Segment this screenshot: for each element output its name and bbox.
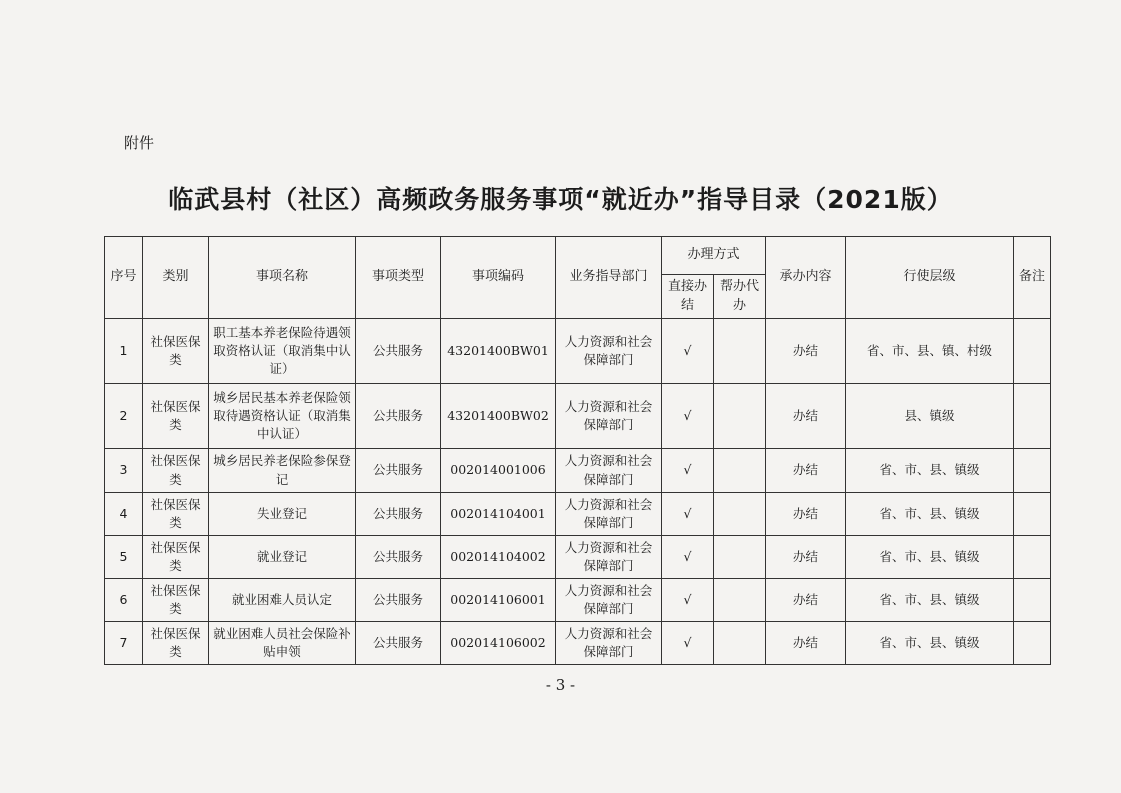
cell-method-direct: √: [662, 579, 714, 622]
table-row: [105, 493, 1051, 536]
header-item-type: 事项类型: [356, 237, 441, 319]
cell-item-code: 002014104001: [441, 493, 556, 536]
cell-department: 人力资源和社会保障部门: [556, 319, 662, 384]
cell-item-name: 就业困难人员认定: [209, 579, 356, 622]
cell-item-code: 43201400BW01: [441, 319, 556, 384]
header-seq: 序号: [105, 237, 143, 319]
cell-item-type: 公共服务: [356, 536, 441, 579]
cell-item-code: 002014104002: [441, 536, 556, 579]
cell-item-code: 002014106001: [441, 579, 556, 622]
cell-method-direct: √: [662, 536, 714, 579]
cell-content: 办结: [766, 536, 846, 579]
header-item-code: 事项编码: [441, 237, 556, 319]
cell-department: 人力资源和社会保障部门: [556, 579, 662, 622]
cell-level: 省、市、县、镇、村级: [846, 319, 1014, 384]
attachment-label: 附件: [124, 134, 155, 152]
cell-level: 省、市、县、镇级: [846, 449, 1014, 493]
cell-category: 社保医保类: [143, 622, 209, 665]
cell-department: 人力资源和社会保障部门: [556, 536, 662, 579]
cell-category: 社保医保类: [143, 579, 209, 622]
cell-seq: 6: [105, 579, 143, 622]
cell-department: 人力资源和社会保障部门: [556, 384, 662, 449]
header-method-proxy: 帮办代办: [714, 275, 766, 319]
header-remark: 备注: [1014, 237, 1051, 319]
cell-method-direct: √: [662, 319, 714, 384]
cell-item-name: 就业登记: [209, 536, 356, 579]
header-category: 类别: [143, 237, 209, 319]
cell-item-name: 城乡居民基本养老保险领取待遇资格认证（取消集中认证）: [209, 384, 356, 449]
cell-content: 办结: [766, 384, 846, 449]
header-method-group: 办理方式: [662, 237, 766, 275]
cell-method-direct: √: [662, 384, 714, 449]
table-row: [105, 384, 1051, 449]
header-department: 业务指导部门: [556, 237, 662, 319]
cell-item-type: 公共服务: [356, 493, 441, 536]
cell-item-name: 就业困难人员社会保险补贴申领: [209, 622, 356, 665]
cell-item-type: 公共服务: [356, 449, 441, 493]
cell-item-name: 失业登记: [209, 493, 356, 536]
cell-level: 省、市、县、镇级: [846, 493, 1014, 536]
cell-seq: 2: [105, 384, 143, 449]
cell-item-code: 002014106002: [441, 622, 556, 665]
cell-department: 人力资源和社会保障部门: [556, 449, 662, 493]
cell-seq: 1: [105, 319, 143, 384]
cell-remark: [1014, 493, 1051, 536]
cell-category: 社保医保类: [143, 493, 209, 536]
cell-method-proxy: [714, 493, 766, 536]
header-content: 承办内容: [766, 237, 846, 319]
cell-content: 办结: [766, 579, 846, 622]
cell-method-proxy: [714, 384, 766, 449]
cell-remark: [1014, 384, 1051, 449]
cell-remark: [1014, 449, 1051, 493]
cell-department: 人力资源和社会保障部门: [556, 493, 662, 536]
cell-level: 省、市、县、镇级: [846, 579, 1014, 622]
table-row: [105, 449, 1051, 493]
cell-method-proxy: [714, 622, 766, 665]
header-method-direct: 直接办结: [662, 275, 714, 319]
cell-method-proxy: [714, 319, 766, 384]
cell-content: 办结: [766, 449, 846, 493]
cell-method-direct: √: [662, 449, 714, 493]
cell-remark: [1014, 622, 1051, 665]
document-title: 临武县村（社区）高频政务服务事项“就近办”指导目录（2021版）: [168, 185, 953, 214]
cell-content: 办结: [766, 622, 846, 665]
cell-seq: 3: [105, 449, 143, 493]
cell-remark: [1014, 579, 1051, 622]
cell-method-direct: √: [662, 622, 714, 665]
cell-method-proxy: [714, 536, 766, 579]
cell-seq: 4: [105, 493, 143, 536]
cell-category: 社保医保类: [143, 449, 209, 493]
table-row: [105, 536, 1051, 579]
cell-content: 办结: [766, 319, 846, 384]
service-catalog-table: [104, 236, 1051, 665]
cell-seq: 7: [105, 622, 143, 665]
cell-level: 省、市、县、镇级: [846, 622, 1014, 665]
cell-method-proxy: [714, 579, 766, 622]
page-number: - 3 -: [545, 676, 576, 694]
table-row: [105, 319, 1051, 384]
cell-level: 县、镇级: [846, 384, 1014, 449]
cell-remark: [1014, 319, 1051, 384]
cell-level: 省、市、县、镇级: [846, 536, 1014, 579]
table-row: [105, 622, 1051, 665]
cell-item-type: 公共服务: [356, 384, 441, 449]
cell-method-proxy: [714, 449, 766, 493]
cell-item-code: 002014001006: [441, 449, 556, 493]
cell-seq: 5: [105, 536, 143, 579]
cell-method-direct: √: [662, 493, 714, 536]
cell-content: 办结: [766, 493, 846, 536]
cell-category: 社保医保类: [143, 536, 209, 579]
cell-category: 社保医保类: [143, 319, 209, 384]
cell-item-type: 公共服务: [356, 579, 441, 622]
cell-item-name: 职工基本养老保险待遇领取资格认证（取消集中认证）: [209, 319, 356, 384]
cell-item-name: 城乡居民养老保险参保登记: [209, 449, 356, 493]
cell-item-type: 公共服务: [356, 622, 441, 665]
cell-remark: [1014, 536, 1051, 579]
cell-item-code: 43201400BW02: [441, 384, 556, 449]
table-row: [105, 579, 1051, 622]
cell-department: 人力资源和社会保障部门: [556, 622, 662, 665]
header-level: 行使层级: [846, 237, 1014, 319]
cell-category: 社保医保类: [143, 384, 209, 449]
header-item-name: 事项名称: [209, 237, 356, 319]
cell-item-type: 公共服务: [356, 319, 441, 384]
